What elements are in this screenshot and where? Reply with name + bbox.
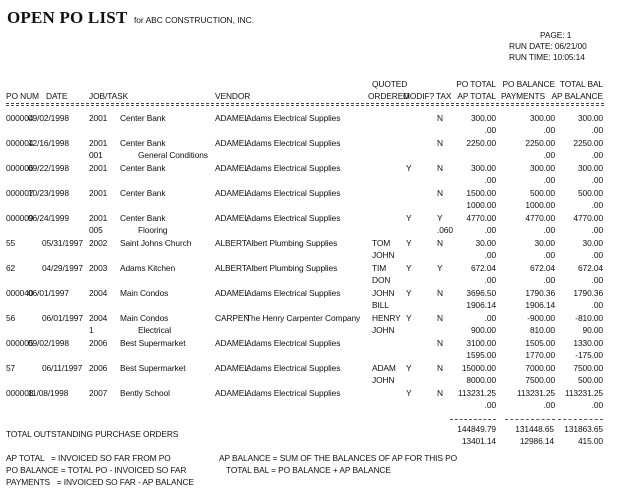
po-total-value: 1500.00 (466, 188, 496, 198)
vendor-name: Albert Plumbing Supplies (246, 238, 338, 248)
vendor-name: Adams Electrical Supplies (246, 188, 341, 198)
ap-total-value: 1906.14 (466, 300, 496, 310)
vendor-name: Adams Electrical Supplies (246, 163, 341, 173)
tax-flag: N (437, 363, 443, 373)
ap-balance-value: 90.00 (582, 325, 603, 335)
vendor-name: The Henry Carpenter Company (246, 313, 361, 323)
vendor-name: Adams Electrical Supplies (246, 213, 341, 223)
vendor-name: Adams Electrical Supplies (246, 363, 341, 373)
vendor-code: ADAMEL (215, 138, 249, 148)
total-ap-balance: 415.00 (577, 436, 603, 446)
ap-total-value: 1000.00 (466, 200, 496, 210)
vendor-code: ADAMEL (215, 113, 249, 123)
po-number: 000004 (6, 113, 34, 123)
col-vendor: VENDOR (215, 91, 251, 101)
legend-payments: PAYMENTS = INVOICED SO FAR - AP BALANCE (6, 477, 194, 487)
vendor-code: ADAMEL (215, 388, 249, 398)
ap-balance-value: -175.00 (575, 350, 603, 360)
report-subtitle: for ABC CONSTRUCTION, INC. (133, 15, 254, 25)
modified-flag: Y (406, 313, 412, 323)
po-date: 05/31/1997 (42, 238, 83, 248)
job-description: Saint Johns Church (120, 238, 192, 248)
task-description: Flooring (138, 225, 168, 235)
po-total-value: 30.00 (475, 238, 496, 248)
ap-total-value: .00 (484, 125, 496, 135)
tax-flag: N (437, 288, 443, 298)
tax-flag: N (437, 338, 443, 348)
job-description: Center Bank (120, 188, 166, 198)
col-payments: PAYMENTS (500, 91, 545, 101)
job-number: 2004 (89, 288, 108, 298)
quoted-by: TIM (372, 263, 387, 273)
ordered-by: JOHN (372, 325, 395, 335)
job-description: Best Supermarket (120, 363, 186, 373)
po-number: 000006 (6, 163, 34, 173)
modified-flag: Y (406, 163, 412, 173)
total-payments: 12986.14 (519, 436, 554, 446)
legend-ap-balance: AP BALANCE = SUM OF THE BALANCES OF AP FOR THIS PO (219, 453, 458, 463)
vendor-code: ADAMEL (215, 163, 249, 173)
job-description: Center Bank (120, 138, 166, 148)
ap-total-value: 1595.00 (466, 350, 496, 360)
vendor-code: ADAMEL (215, 288, 249, 298)
ap-balance-value: .00 (591, 150, 603, 160)
vendor-name: Albert Plumbing Supplies (246, 263, 338, 273)
total-bal-value: 30.00 (582, 238, 603, 248)
ordered-by: JOHN (372, 250, 395, 260)
ordered-by: BILL (372, 300, 389, 310)
vendor-code: ADAMEL (215, 213, 249, 223)
col-modif: MODIF? (403, 91, 435, 101)
job-number: 2001 (89, 163, 108, 173)
quoted-by: TOM (372, 238, 391, 248)
po-total-value: 3696.50 (466, 288, 496, 298)
tax-rate: .060 (437, 225, 453, 235)
ap-total-value: .00 (484, 175, 496, 185)
po-date: 06/01/1997 (28, 288, 69, 298)
po-number: 55 (6, 238, 16, 248)
task-description: Electrical (138, 325, 171, 335)
vendor-code: ALBERT (215, 238, 247, 248)
header-divider-2 (6, 105, 604, 106)
legend-po-balance: PO BALANCE = TOTAL PO - INVOICED SO FAR (6, 465, 187, 475)
job-number: 2002 (89, 238, 108, 248)
ap-balance-value: .00 (591, 250, 603, 260)
job-number: 2001 (89, 213, 108, 223)
col-po-total: PO TOTAL (456, 79, 496, 89)
ordered-by: DON (372, 275, 391, 285)
po-balance-value: 113231.25 (516, 388, 555, 398)
total-bal-value: 672.04 (577, 263, 603, 273)
ap-balance-value: .00 (591, 400, 603, 410)
col-job-task: JOB/TASK (89, 91, 129, 101)
po-date: 06/01/1997 (42, 313, 83, 323)
col-po-balance: PO BALANCE (502, 79, 555, 89)
tax-flag: N (437, 188, 443, 198)
tax-flag: Y (437, 213, 443, 223)
po-number: 57 (6, 363, 16, 373)
payments-value: 7500.00 (525, 375, 555, 385)
job-description: Adams Kitchen (120, 263, 176, 273)
payments-value: .00 (543, 250, 555, 260)
po-total-value: 113231.25 (457, 388, 496, 398)
totals-rule-ap (450, 419, 496, 420)
job-number: 2004 (89, 313, 108, 323)
modified-flag: Y (406, 238, 412, 248)
job-number: 2003 (89, 263, 108, 273)
ap-total-value: .00 (484, 275, 496, 285)
job-description: Main Condos (120, 313, 169, 323)
tax-flag: N (437, 163, 443, 173)
tax-flag: Y (437, 263, 443, 273)
totals-label: TOTAL OUTSTANDING PURCHASE ORDERS (6, 429, 179, 439)
job-number: 2001 (89, 138, 108, 148)
po-date: 10/23/1998 (28, 188, 69, 198)
tax-flag: N (437, 388, 443, 398)
total-ap-total: 13401.14 (461, 436, 496, 446)
task-number: 1 (89, 325, 94, 335)
job-description: Center Bank (120, 163, 166, 173)
total-bal-value: 1790.36 (573, 288, 603, 298)
po-number: 56 (6, 313, 16, 323)
total-bal-value: 2250.00 (573, 138, 603, 148)
modified-flag: Y (406, 363, 412, 373)
quoted-by: ADAM (372, 363, 396, 373)
col-po-num: PO NUM (6, 91, 39, 101)
col-ap-total: AP TOTAL (457, 91, 496, 101)
po-total-value: 300.00 (470, 163, 496, 173)
total-bal-value: 7500.00 (573, 363, 603, 373)
po-balance-value: 1790.36 (525, 288, 555, 298)
modified-flag: Y (406, 388, 412, 398)
po-date: 09/02/1998 (28, 338, 69, 348)
vendor-name: Adams Electrical Supplies (246, 388, 341, 398)
job-description: Bently School (120, 388, 170, 398)
ap-total-value: 8000.00 (466, 375, 496, 385)
job-number: 2001 (89, 188, 108, 198)
po-total-value: 672.04 (470, 263, 496, 273)
task-number: 005 (89, 225, 103, 235)
po-date: 04/29/1997 (42, 263, 83, 273)
header-divider (6, 103, 604, 104)
job-number: 2006 (89, 363, 108, 373)
tax-flag: N (437, 113, 443, 123)
report-title-block (7, 8, 254, 28)
tax-flag: N (437, 138, 443, 148)
po-balance-value: 672.04 (529, 263, 555, 273)
vendor-name: Adams Electrical Supplies (246, 138, 341, 148)
col-quoted: QUOTED (372, 79, 408, 89)
po-balance-value: -900.00 (527, 313, 555, 323)
payments-value: .00 (543, 175, 555, 185)
po-total-value: .00 (484, 313, 496, 323)
vendor-code: ADAMEL (215, 188, 249, 198)
po-total-value: 3100.00 (466, 338, 496, 348)
total-bal-value: 300.00 (577, 163, 603, 173)
total-bal-value: 500.00 (577, 188, 603, 198)
po-balance-value: 500.00 (529, 188, 555, 198)
modified-flag: Y (406, 213, 412, 223)
ap-balance-value: .00 (591, 175, 603, 185)
vendor-name: Adams Electrical Supplies (246, 338, 341, 348)
ap-balance-value: .00 (591, 275, 603, 285)
col-total-bal: TOTAL BAL (559, 79, 603, 89)
legend-ap-total: AP TOTAL = INVOICED SO FAR FROM PO (6, 453, 171, 463)
run-date: RUN DATE: 06/21/00 (509, 41, 587, 51)
po-number: 000005 (6, 338, 34, 348)
total-po-total: 144849.79 (457, 424, 496, 434)
po-total-value: 2250.00 (466, 138, 496, 148)
total-bal-value: 4770.00 (573, 213, 603, 223)
total-bal-value: 1330.00 (573, 338, 603, 348)
po-number: 000009 (6, 213, 34, 223)
modified-flag: Y (406, 288, 412, 298)
po-date: 06/11/1997 (42, 363, 83, 373)
modified-flag: Y (406, 263, 412, 273)
po-number: 000004 (6, 138, 34, 148)
legend-total-bal: TOTAL BAL = PO BALANCE + AP BALANCE (226, 465, 391, 475)
po-number: 000008 (6, 388, 34, 398)
po-number: 000040 (6, 288, 34, 298)
ap-balance-value: 500.00 (577, 375, 603, 385)
po-number: 62 (6, 263, 16, 273)
po-date: 12/16/1998 (28, 138, 69, 148)
total-bal-value: -810.00 (575, 313, 603, 323)
job-description: Center Bank (120, 113, 166, 123)
ap-total-value: .00 (484, 225, 496, 235)
col-tax: TAX (436, 91, 452, 101)
vendor-name: Adams Electrical Supplies (246, 288, 341, 298)
po-total-value: 300.00 (470, 113, 496, 123)
total-po-balance: 131448.65 (515, 424, 554, 434)
po-date: 11/08/1998 (28, 388, 69, 398)
payments-value: 1906.14 (525, 300, 555, 310)
po-date: 06/24/1999 (28, 213, 69, 223)
po-total-value: 4770.00 (466, 213, 496, 223)
ordered-by: JOHN (372, 375, 395, 385)
po-balance-value: 1505.00 (525, 338, 555, 348)
quoted-by: JOHN (372, 288, 395, 298)
vendor-code: ADAMEL (215, 363, 249, 373)
job-description: Main Condos (120, 288, 169, 298)
tax-flag: N (437, 313, 443, 323)
ap-balance-value: .00 (591, 125, 603, 135)
task-number: 001 (89, 150, 103, 160)
total-total-bal: 131863.65 (564, 424, 603, 434)
col-ap-balance: AP BALANCE (551, 91, 603, 101)
payments-value: .00 (543, 225, 555, 235)
payments-value: .00 (543, 400, 555, 410)
po-balance-value: 30.00 (534, 238, 555, 248)
po-balance-value: 7000.00 (525, 363, 555, 373)
job-number: 2006 (89, 338, 108, 348)
total-bal-value: 300.00 (577, 113, 603, 123)
total-bal-value: 113231.25 (564, 388, 603, 398)
col-date: DATE (46, 91, 68, 101)
ap-total-value: 900.00 (470, 325, 496, 335)
payments-value: 1000.00 (525, 200, 555, 210)
job-description: Center Bank (120, 213, 166, 223)
ap-balance-value: .00 (591, 300, 603, 310)
vendor-code: CARPEN (215, 313, 250, 323)
tax-flag: N (437, 238, 443, 248)
po-number: 000007 (6, 188, 34, 198)
payments-value: .00 (543, 275, 555, 285)
ap-balance-value: .00 (591, 200, 603, 210)
report-title: OPEN PO LIST (7, 8, 128, 27)
po-balance-value: 300.00 (529, 163, 555, 173)
ap-total-value: .00 (484, 250, 496, 260)
job-number: 2001 (89, 113, 108, 123)
po-date: 09/02/1998 (28, 113, 69, 123)
job-description: Best Supermarket (120, 338, 186, 348)
vendor-code: ADAMEL (215, 338, 249, 348)
payments-value: .00 (543, 150, 555, 160)
page-number: PAGE: 1 (540, 30, 572, 40)
ap-balance-value: .00 (591, 225, 603, 235)
col-ordered: ORDERED (368, 91, 410, 101)
po-balance-value: 4770.00 (525, 213, 555, 223)
totals-rule-bal (505, 419, 555, 420)
po-date: 09/22/1998 (28, 163, 69, 173)
payments-value: 1770.00 (525, 350, 555, 360)
po-total-value: 15000.00 (461, 363, 496, 373)
payments-value: 810.00 (529, 325, 555, 335)
vendor-code: ALBERT (215, 263, 247, 273)
totals-rule-total (558, 419, 603, 420)
vendor-name: Adams Electrical Supplies (246, 113, 341, 123)
task-description: General Conditions (138, 150, 208, 160)
po-balance-value: 2250.00 (525, 138, 555, 148)
po-balance-value: 300.00 (529, 113, 555, 123)
quoted-by: HENRY (372, 313, 401, 323)
ap-total-value: .00 (484, 400, 496, 410)
run-time: RUN TIME: 10:05:14 (509, 52, 585, 62)
payments-value: .00 (543, 125, 555, 135)
job-number: 2007 (89, 388, 108, 398)
